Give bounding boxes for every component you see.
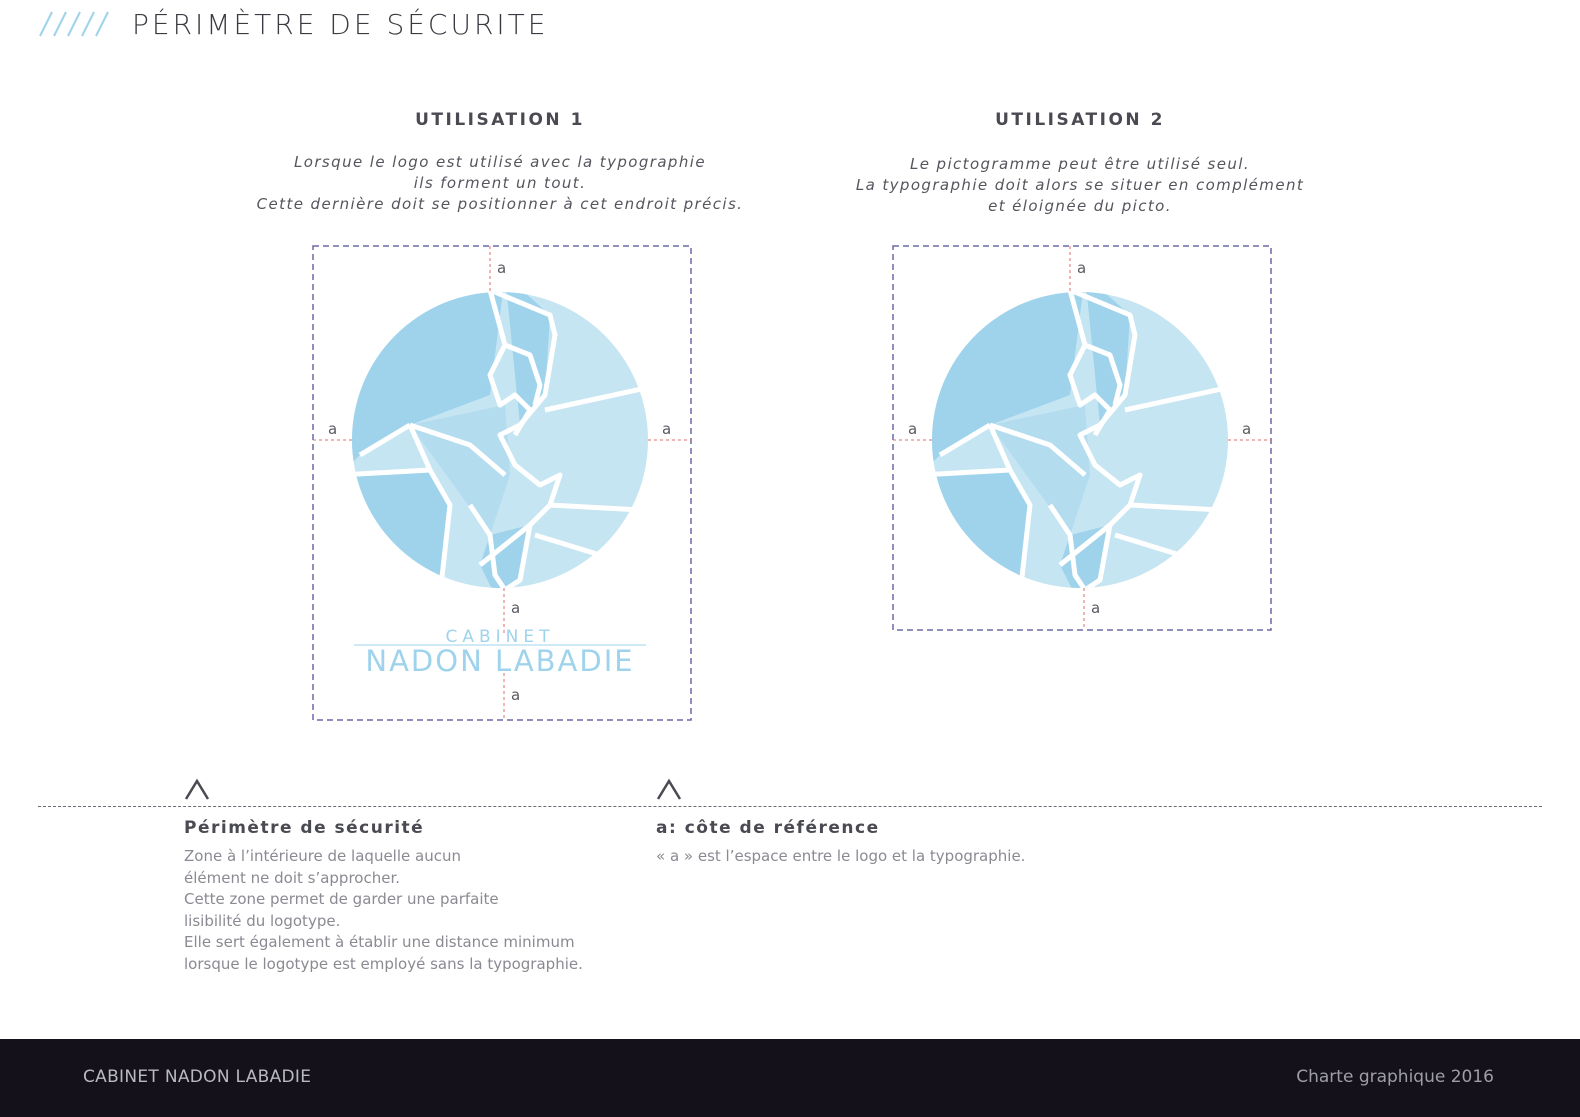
spacing-label-right: a xyxy=(1242,420,1252,438)
usage-1-desc-line: Lorsque le logo est utilisé avec la typographie xyxy=(294,153,706,171)
info-line: lorsque le logotype est employé sans la typographie. xyxy=(184,954,583,973)
safety-perimeter-text xyxy=(184,846,634,976)
usage-2-desc-line: et éloignée du picto. xyxy=(988,197,1172,215)
spacing-label-right: a xyxy=(662,420,672,438)
usage-1-description xyxy=(250,152,750,215)
logo-emblem xyxy=(340,275,660,595)
usage-1-section xyxy=(250,110,750,215)
diagonal-slashes-icon xyxy=(38,10,110,38)
logotype-small: CABINET xyxy=(445,627,555,647)
logo-with-typography-diagram xyxy=(300,235,700,730)
info-line: Zone à l’intérieure de laquelle aucun xyxy=(184,847,461,865)
reference-dimension-text xyxy=(656,846,1176,868)
spacing-label-left: a xyxy=(328,420,338,438)
footer-company-name: CABINET NADON LABADIE xyxy=(83,1067,312,1087)
safety-perimeter-info xyxy=(184,818,634,976)
caret-up-icon xyxy=(184,778,210,800)
logo-emblem xyxy=(920,275,1240,595)
usage-1-desc-line: Cette dernière doit se positionner à cet endroit précis. xyxy=(256,195,744,213)
spacing-label-bottom: a xyxy=(511,686,521,704)
pictogram-only-diagram xyxy=(880,235,1280,640)
section-divider xyxy=(38,806,1542,807)
page-footer xyxy=(0,1039,1580,1117)
info-line: Elle sert également à établir une distance minimum xyxy=(184,933,575,952)
usage-1-title: UTILISATION 1 xyxy=(415,110,585,130)
safety-perimeter-title: Périmètre de sécurité xyxy=(184,818,425,838)
info-line: Cette zone permet de garder une parfaite xyxy=(184,890,499,909)
usage-2-section xyxy=(830,110,1330,217)
spacing-label-middle: a xyxy=(511,599,521,617)
usage-1-desc-line: ils forment un tout. xyxy=(413,174,587,192)
usage-2-title: UTILISATION 2 xyxy=(995,110,1165,130)
usage-2-description xyxy=(830,154,1330,217)
reference-dimension-info xyxy=(656,818,1176,868)
usage-2-desc-line: Le pictogramme peut être utilisé seul. xyxy=(909,155,1251,173)
info-line: élément ne doit s’approcher. xyxy=(184,868,401,887)
spacing-label-top: a xyxy=(497,259,507,277)
page-header xyxy=(38,4,548,44)
spacing-label-bottom: a xyxy=(1091,599,1101,617)
info-line: lisibilité du logotype. xyxy=(184,911,341,930)
caret-up-icon xyxy=(656,778,682,800)
page-title: PÉRIMÈTRE DE SÉCURITE xyxy=(132,7,549,41)
reference-dimension-title: a: côte de référence xyxy=(656,818,880,838)
usage-2-desc-line: La typographie doit alors se situer en complément xyxy=(855,176,1305,194)
spacing-label-left: a xyxy=(908,420,918,438)
logotype-large: NADON LABADIE xyxy=(365,644,635,678)
spacing-label-top: a xyxy=(1077,259,1087,277)
info-line: « a » est l’espace entre le logo et la typographie. xyxy=(656,847,1026,865)
footer-document-label: Charte graphique 2016 xyxy=(1296,1067,1494,1087)
